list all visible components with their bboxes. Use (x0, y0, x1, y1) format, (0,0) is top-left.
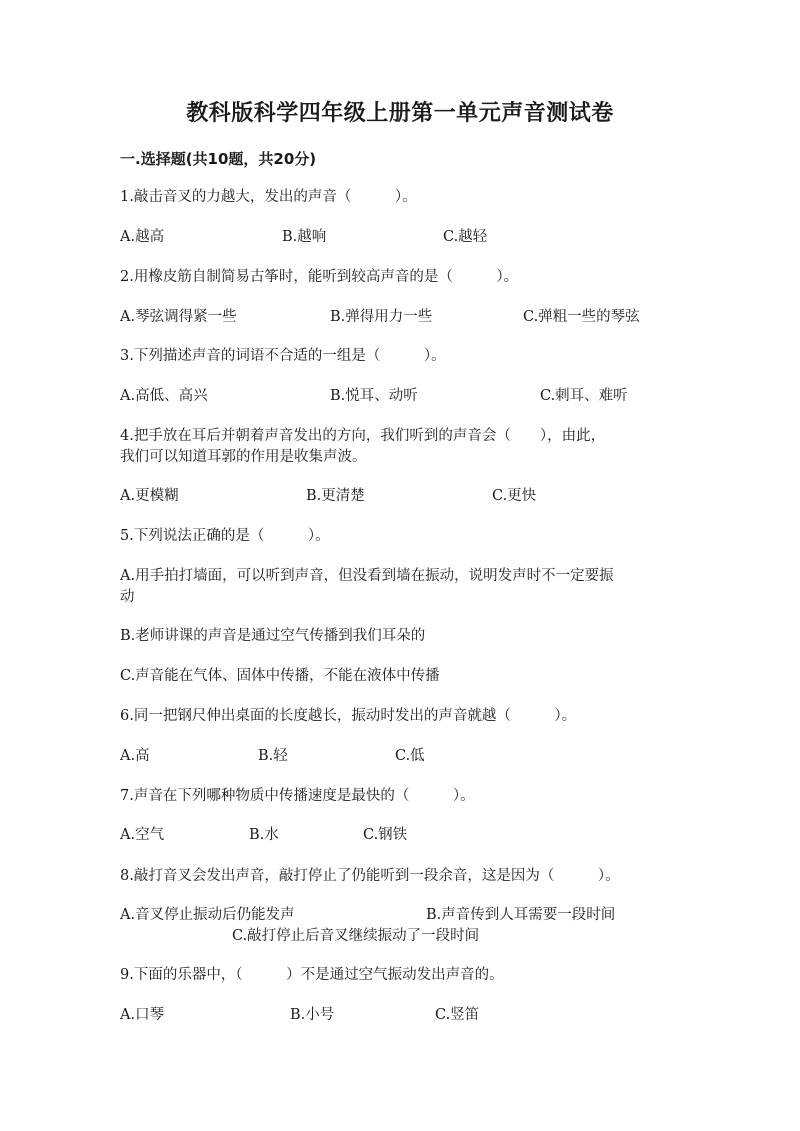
question-8-option-c: C.敲打停止后音叉继续振动了一段时间 (232, 928, 480, 944)
question-1-option-a: A.越高 (120, 229, 165, 245)
question-7-option-a: A.空气 (120, 827, 165, 843)
section-heading: 一.选择题(共10题，共20分) (120, 150, 317, 168)
question-4-option-c: C.更快 (492, 488, 537, 504)
question-2-option-c: C.弹粗一些的琴弦 (523, 309, 640, 325)
question-6-option-c: C.低 (395, 748, 425, 764)
question-9-option-c: C.竖笛 (435, 1007, 480, 1023)
question-3-option-c: C.刺耳、难听 (540, 388, 628, 404)
question-4-option-b: B.更清楚 (306, 488, 365, 504)
question-5-stem: 5.下列说法正确的是（ ）。 (120, 528, 330, 544)
question-4-stem-line-2: 我们可以知道耳郭的作用是收集声波。 (120, 449, 367, 465)
question-6-option-b: B.轻 (258, 748, 288, 764)
question-9-option-a: A.口琴 (120, 1007, 165, 1023)
question-4-stem-line-1: 4.把手放在耳后并朝着声音发出的方向，我们听到的声音会（ ），由此， (120, 428, 606, 444)
question-9-stem: 9.下面的乐器中，（ ）不是通过空气振动发出声音的。 (120, 967, 504, 983)
question-5-option-c: C.声音能在气体、固体中传播，不能在液体中传播 (120, 668, 440, 684)
question-1-option-c: C.越轻 (443, 229, 488, 245)
question-3-stem: 3.下列描述声音的词语不合适的一组是（ ）。 (120, 348, 446, 364)
question-1-stem: 1.敲击音叉的力越大，发出的声音（ ）。 (120, 189, 417, 205)
question-7-stem: 7.声音在下列哪种物质中传播速度是最快的（ ）。 (120, 788, 475, 804)
question-8-option-b: B.声音传到人耳需要一段时间 (426, 907, 616, 923)
question-8-option-a: A.音叉停止振动后仍能发声 (120, 907, 295, 923)
question-5-option-b: B.老师讲课的声音是通过空气传播到我们耳朵的 (120, 628, 426, 644)
page-title: 教科版科学四年级上册第一单元声音测试卷 (186, 101, 614, 126)
question-3-option-a: A.高低、高兴 (120, 388, 208, 404)
question-6-stem: 6.同一把钢尺伸出桌面的长度越长，振动时发出的声音就越（ ）。 (120, 708, 577, 724)
question-4-option-a: A.更模糊 (120, 488, 179, 504)
question-7-option-c: C.钢铁 (363, 827, 408, 843)
question-3-option-b: B.悦耳、动听 (330, 388, 418, 404)
question-5-option-a-line-1: A.用手拍打墙面，可以听到声音，但没看到墙在振动，说明发声时不一定要振 (120, 568, 614, 584)
question-9-option-b: B.小号 (290, 1007, 335, 1023)
question-2-option-b: B.弹得用力一些 (330, 309, 433, 325)
question-2-stem: 2.用橡皮筋自制简易古筝时，能听到较高声音的是（ ）。 (120, 269, 519, 285)
question-6-option-a: A.高 (120, 748, 150, 764)
question-1-option-b: B.越响 (282, 229, 327, 245)
question-2-option-a: A.琴弦调得紧一些 (120, 309, 237, 325)
question-8-stem: 8.敲打音叉会发出声音，敲打停止了仍能听到一段余音，这是因为（ ）。 (120, 868, 620, 884)
question-5-option-a-line-2: 动 (120, 589, 135, 605)
question-7-option-b: B.水 (249, 827, 279, 843)
